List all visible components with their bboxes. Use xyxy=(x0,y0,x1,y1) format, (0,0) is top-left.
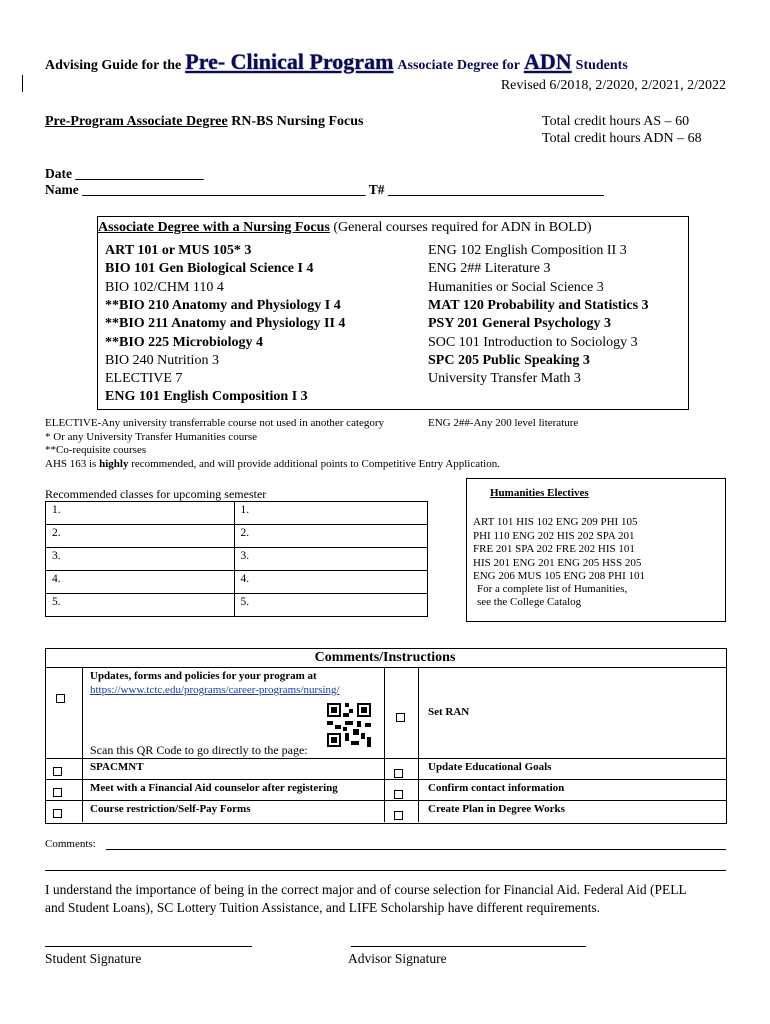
checklist-checkbox[interactable] xyxy=(53,805,62,823)
recommended-row xyxy=(46,594,428,617)
checklist-checkbox[interactable] xyxy=(394,786,403,804)
right-course-5: PSY 201 General Psychology 3 xyxy=(428,316,612,332)
recommended-cell[interactable]: 2. xyxy=(234,525,427,548)
updates-checkbox[interactable] xyxy=(56,690,65,708)
focus-title-underlined: Pre-Program Associate Degree xyxy=(45,114,228,129)
title-prefix: Advising Guide for the xyxy=(45,58,182,73)
nursing-program-link[interactable]: https://www.tctc.edu/programs/career-programs/nursing/ xyxy=(90,684,340,696)
left-course-3: BIO 102/CHM 110 4 xyxy=(105,279,224,295)
humanities-line: FRE 201 SPA 202 FRE 202 HIS 101 xyxy=(473,543,635,555)
checklist-item-right: Create Plan in Degree Works xyxy=(428,803,565,815)
course-heading-rest: (General courses required for ADN in BOLD) xyxy=(329,220,592,235)
title-program: Pre- Clinical Program xyxy=(185,49,394,74)
name-field[interactable]: Name __________________________________________ T# ________________________________ xyxy=(45,182,604,197)
comments-line-1[interactable] xyxy=(106,849,726,850)
checklist-checkbox[interactable] xyxy=(394,765,403,783)
humanities-note-2: see the College Catalog xyxy=(477,596,582,608)
recommended-row xyxy=(46,548,428,571)
set-ran-checkbox[interactable] xyxy=(396,709,405,727)
right-course-7: SPC 205 Public Speaking 3 xyxy=(428,352,590,368)
title-suffix: Students xyxy=(575,58,628,73)
course-heading-underlined: Associate Degree with a Nursing Focus xyxy=(98,220,330,235)
advisor-signature-line[interactable] xyxy=(351,946,586,947)
qr-code-icon xyxy=(325,701,373,749)
note-ahs-pre: AHS 163 is xyxy=(45,458,100,470)
total-hours-adn: Total credit hours ADN – 68 xyxy=(542,131,702,146)
right-course-6: SOC 101 Introduction to Sociology 3 xyxy=(428,334,638,350)
note-elective: ELECTIVE-Any university transferrable course not used in another category xyxy=(45,417,385,429)
understand-line-1: I understand the importance of being in the correct major and of course selection for Financial Aid. Federal Aid (PELL xyxy=(45,882,687,897)
advisor-signature-label: Advisor Signature xyxy=(348,951,447,966)
page-title xyxy=(45,49,628,75)
right-course-4: MAT 120 Probability and Statistics 3 xyxy=(428,297,649,313)
text-cursor xyxy=(22,75,23,92)
left-course-1: ART 101 or MUS 105* 3 xyxy=(105,243,252,258)
note-ahs xyxy=(45,458,500,470)
note-coreq: **Co-requisite courses xyxy=(45,444,147,456)
right-course-2: ENG 2## Literature 3 xyxy=(428,261,551,277)
set-ran-label: Set RAN xyxy=(428,706,470,718)
recommended-label: Recommended classes for upcoming semester xyxy=(45,487,267,501)
checklist-item-left: Course restriction/Self-Pay Forms xyxy=(90,803,251,815)
note-eng2: ENG 2##-Any 200 level literature xyxy=(428,417,579,429)
left-course-4: **BIO 210 Anatomy and Physiology I 4 xyxy=(105,297,341,313)
qr-caption: Scan this QR Code to go directly to the page: xyxy=(90,743,308,757)
left-course-9: ENG 101 English Composition I 3 xyxy=(105,389,308,405)
right-course-1: ENG 102 English Composition II 3 xyxy=(428,243,627,258)
understand-line-2: and Student Loans), SC Lottery Tuition Assistance, and LIFE Scholarship have different requirements. xyxy=(45,900,601,915)
left-course-7: BIO 240 Nutrition 3 xyxy=(105,352,219,368)
revised-date: Revised 6/2018, 2/2020, 2/2021, 2/2022 xyxy=(500,78,726,93)
student-signature-line[interactable] xyxy=(45,946,252,947)
humanities-box xyxy=(466,478,726,622)
note-ahs-bold: highly xyxy=(99,458,129,470)
humanities-line: HIS 201 ENG 201 ENG 205 HSS 205 xyxy=(473,556,642,569)
humanities-title: Humanities Electives xyxy=(490,487,589,499)
recommended-row xyxy=(46,571,428,594)
total-hours-as: Total credit hours AS – 60 xyxy=(542,114,690,129)
recommended-cell[interactable]: 3. xyxy=(46,548,235,571)
checklist-checkbox[interactable] xyxy=(394,807,403,825)
note-ahs-post: recommended, and will provide additional points to Competitive Entry Application. xyxy=(128,458,500,470)
recommended-cell[interactable]: 1. xyxy=(234,502,427,525)
left-course-2: BIO 101 Gen Biological Science I 4 xyxy=(105,261,314,277)
course-heading xyxy=(98,220,592,236)
humanities-note-1: For a complete list of Humanities, xyxy=(477,583,628,595)
recommended-table xyxy=(45,501,428,617)
student-signature-label: Student Signature xyxy=(45,951,142,966)
humanities-line: PHI 110 ENG 202 HIS 202 SPA 201 xyxy=(473,529,635,542)
checklist-checkbox[interactable] xyxy=(53,784,62,802)
focus-title xyxy=(45,114,363,130)
left-course-8: ELECTIVE 7 xyxy=(105,371,183,387)
recommended-row xyxy=(46,502,428,525)
recommended-cell[interactable]: 5. xyxy=(234,594,427,617)
title-adn: ADN xyxy=(523,49,572,74)
focus-title-rest: RN-BS Nursing Focus xyxy=(227,114,364,129)
recommended-cell[interactable]: 4. xyxy=(46,571,235,594)
comments-label: Comments: xyxy=(45,838,96,850)
comments-line-2[interactable] xyxy=(45,870,726,871)
right-course-3: Humanities or Social Science 3 xyxy=(428,279,604,295)
recommended-cell[interactable]: 2. xyxy=(46,525,235,548)
note-or-any: * Or any University Transfer Humanities course xyxy=(45,431,258,443)
recommended-row xyxy=(46,525,428,548)
checklist-checkbox[interactable] xyxy=(53,763,62,781)
humanities-line: ART 101 HIS 102 ENG 209 PHI 105 xyxy=(473,516,638,528)
humanities-line: ENG 206 MUS 105 ENG 208 PHI 101 xyxy=(473,570,646,582)
checklist-item-right: Confirm contact information xyxy=(428,782,565,794)
recommended-cell[interactable]: 1. xyxy=(46,502,235,525)
date-field[interactable]: Date ___________________ xyxy=(45,166,204,181)
comments-instructions-title: Comments/Instructions xyxy=(314,650,456,665)
updates-title: Updates, forms and policies for your program at xyxy=(90,670,317,682)
title-middle: Associate Degree for xyxy=(397,58,520,73)
right-course-8: University Transfer Math 3 xyxy=(428,371,581,387)
checklist-item-left: Meet with a Financial Aid counselor after registering xyxy=(90,782,338,794)
recommended-cell[interactable]: 3. xyxy=(234,548,427,571)
recommended-cell[interactable]: 4. xyxy=(234,571,427,594)
checklist-item-left: SPACMNT xyxy=(90,761,144,773)
left-course-5: **BIO 211 Anatomy and Physiology II 4 xyxy=(105,316,346,332)
left-course-6: **BIO 225 Microbiology 4 xyxy=(105,334,264,350)
checklist-item-right: Update Educational Goals xyxy=(428,761,552,773)
recommended-cell[interactable]: 5. xyxy=(46,594,235,617)
